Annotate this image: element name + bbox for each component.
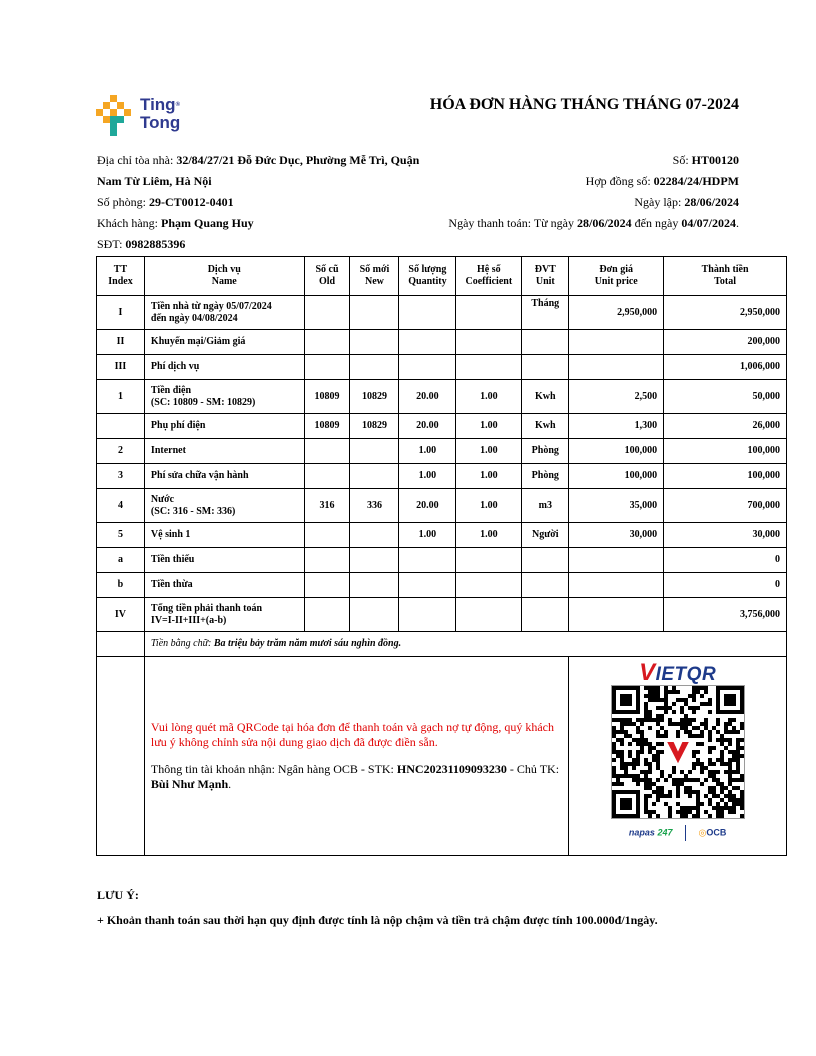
cell-total: 26,000 (664, 414, 787, 439)
brand-logo (96, 95, 196, 137)
cell-qty: 20.00 (399, 414, 456, 439)
column-header: Hệ số Coefficient (456, 257, 522, 296)
column-header: Thành tiền Total (664, 257, 787, 296)
cell-unit (522, 548, 569, 573)
qr-code-panel (569, 657, 787, 856)
cell-price: 1,300 (569, 414, 664, 439)
cell-coef (456, 355, 522, 380)
qr-code-icon (612, 686, 744, 818)
table-row (97, 523, 787, 548)
cell-price (569, 598, 664, 632)
cell-qty: 20.00 (399, 380, 456, 414)
cell-idx: II (97, 330, 145, 355)
cell-old (304, 464, 350, 489)
ocb-logo: ◎OCB (698, 827, 727, 838)
bank-account-info: Thông tin tài khoản nhận: Ngân hàng OCB - STK: HNC20231109093230 - Chủ TK: Bùi Như Mạnh. (150, 762, 560, 791)
cell-idx (97, 414, 145, 439)
invoice-table (96, 256, 787, 856)
cell-unit (522, 355, 569, 380)
table-row (97, 464, 787, 489)
table-row (97, 330, 787, 355)
cell-old (304, 548, 350, 573)
cell-unit: Kwh (522, 380, 569, 414)
cell-idx: 3 (97, 464, 145, 489)
cell-name: Phí sửa chữa vận hành (144, 464, 304, 489)
invoice-title: HÓA ĐƠN HÀNG THÁNG THÁNG 07-2024 (429, 96, 739, 113)
cell-name: Tiền thừa (144, 573, 304, 598)
cell-total: 2,950,000 (664, 296, 787, 330)
cell-new (350, 330, 399, 355)
cell-unit: Kwh (522, 414, 569, 439)
cell-unit: m3 (522, 489, 569, 523)
cell-unit: Tháng (522, 296, 569, 330)
cell-coef: 1.00 (456, 414, 522, 439)
table-header (97, 257, 787, 296)
cell-unit: Phòng (522, 464, 569, 489)
cell-idx: IV (97, 598, 145, 632)
payment-row (97, 657, 787, 856)
table-row (97, 548, 787, 573)
cell-total: 3,756,000 (664, 598, 787, 632)
cell-idx: 1 (97, 380, 145, 414)
cell-old: 10809 (304, 414, 350, 439)
column-header: Số lượng Quantity (399, 257, 456, 296)
table-row (97, 489, 787, 523)
contract-number: Hợp đồng số: 02284/24/HDPM (585, 174, 739, 188)
cell-qty (399, 598, 456, 632)
building-address: Địa chỉ tòa nhà: 32/84/27/21 Đỗ Đức Dục, Phường Mễ Trì, Quận Nam Từ Liêm, Hà Nội (97, 153, 420, 188)
cell-old (304, 439, 350, 464)
cell-name: Vệ sinh 1 (144, 523, 304, 548)
cell-price: 100,000 (569, 464, 664, 489)
customer-phone: SĐT: 0982885396 (97, 237, 186, 251)
cell-name: Nước (SC: 316 - SM: 336) (144, 489, 304, 523)
cell-old (304, 330, 350, 355)
brand-wordmark: Ting® Tong (140, 95, 181, 132)
column-header: Số cũ Old (304, 257, 350, 296)
cell-unit: Người (522, 523, 569, 548)
cell-new (350, 464, 399, 489)
cell-price: 35,000 (569, 489, 664, 523)
column-header: Số mới New (350, 257, 399, 296)
cell-name: Tổng tiền phải thanh toán IV=I-II+III+(a-b) (144, 598, 304, 632)
cell-new (350, 598, 399, 632)
cell-coef (456, 598, 522, 632)
logo-mark-icon (96, 95, 138, 137)
cell-total: 0 (664, 548, 787, 573)
cell-old (304, 523, 350, 548)
cell-name: Phụ phí điện (144, 414, 304, 439)
cell-unit (522, 598, 569, 632)
cell-price (569, 355, 664, 380)
cell-coef: 1.00 (456, 464, 522, 489)
payment-qr-code[interactable] (611, 685, 745, 819)
invoice-info (379, 150, 739, 234)
napas-logo: napas 247 (628, 827, 673, 838)
note-heading: LƯU Ý: (97, 888, 139, 902)
invoice-number: Số: HT00120 (672, 153, 739, 167)
cell-unit (522, 573, 569, 598)
cell-qty: 1.00 (399, 439, 456, 464)
cell-total: 0 (664, 573, 787, 598)
payment-period: Ngày thanh toán: Từ ngày 28/06/2024 đến ngày 04/07/2024. (448, 216, 739, 230)
cell-name: Tiền điện (SC: 10809 - SM: 10829) (144, 380, 304, 414)
cell-price: 2,950,000 (569, 296, 664, 330)
cell-total: 700,000 (664, 489, 787, 523)
cell-idx: I (97, 296, 145, 330)
column-header: TT Index (97, 257, 145, 296)
column-header: ĐVT Unit (522, 257, 569, 296)
cell-price (569, 548, 664, 573)
cell-price: 30,000 (569, 523, 664, 548)
cell-qty (399, 548, 456, 573)
cell-unit: Phòng (522, 439, 569, 464)
cell-coef: 1.00 (456, 439, 522, 464)
cell-new: 10829 (350, 380, 399, 414)
payment-partners (569, 825, 786, 841)
cell-price (569, 330, 664, 355)
table-row (97, 573, 787, 598)
table-row (97, 355, 787, 380)
room-number: Số phòng: 29-CT0012-0401 (97, 195, 234, 209)
cell-name: Tiền nhà từ ngày 05/07/2024 đến ngày 04/08/2024 (144, 296, 304, 330)
cell-old (304, 355, 350, 380)
cell-idx: 5 (97, 523, 145, 548)
cell-qty (399, 330, 456, 355)
cell-new: 336 (350, 489, 399, 523)
cell-coef: 1.00 (456, 523, 522, 548)
vietqr-logo: VIETQR (639, 659, 717, 686)
cell-new (350, 523, 399, 548)
cell-new (350, 573, 399, 598)
cell-qty: 1.00 (399, 464, 456, 489)
cell-qty: 1.00 (399, 523, 456, 548)
cell-name: Tiền thiếu (144, 548, 304, 573)
cell-qty (399, 355, 456, 380)
cell-new (350, 355, 399, 380)
cell-old (304, 598, 350, 632)
cell-unit (522, 330, 569, 355)
table-row (97, 380, 787, 414)
amount-in-words-row (97, 632, 787, 657)
qr-message: Vui lòng quét mã QRCode tại hóa đơn để thanh toán và gạch nợ tự động, quý khách lưu ý không chỉnh sửa nội dung giao dịch đã được điền sẵn. (150, 720, 554, 749)
cell-coef (456, 296, 522, 330)
cell-coef (456, 573, 522, 598)
customer-name: Khách hàng: Phạm Quang Huy (97, 216, 254, 230)
cell-qty (399, 573, 456, 598)
cell-idx: a (97, 548, 145, 573)
amount-in-words: Tiền bằng chữ: Ba triệu bảy trăm năm mươi sáu nghìn đồng. (144, 632, 786, 657)
cell-name: Khuyến mại/Giảm giá (144, 330, 304, 355)
cell-name: Internet (144, 439, 304, 464)
cell-new (350, 296, 399, 330)
column-header: Dịch vụ Name (144, 257, 304, 296)
cell-idx: b (97, 573, 145, 598)
cell-coef (456, 330, 522, 355)
cell-new: 10829 (350, 414, 399, 439)
cell-new (350, 439, 399, 464)
cell-old: 316 (304, 489, 350, 523)
cell-qty: 20.00 (399, 489, 456, 523)
cell-total: 30,000 (664, 523, 787, 548)
cell-total: 50,000 (664, 380, 787, 414)
column-header: Đơn giá Unit price (569, 257, 664, 296)
cell-coef: 1.00 (456, 380, 522, 414)
table-row (97, 598, 787, 632)
cell-idx: 2 (97, 439, 145, 464)
cell-new (350, 548, 399, 573)
note-late-payment: + Khoản thanh toán sau thời hạn quy định được tính là nộp chậm và tiền trả chậm được tính 100.000đ/1ngày. (97, 913, 658, 927)
cell-price: 100,000 (569, 439, 664, 464)
cell-total: 1,006,000 (664, 355, 787, 380)
cell-old (304, 573, 350, 598)
cell-price: 2,500 (569, 380, 664, 414)
cell-coef: 1.00 (456, 489, 522, 523)
cell-total: 200,000 (664, 330, 787, 355)
cell-total: 100,000 (664, 464, 787, 489)
cell-old (304, 296, 350, 330)
cell-old: 10809 (304, 380, 350, 414)
issue-date: Ngày lập: 28/06/2024 (634, 195, 739, 209)
payment-instructions (144, 657, 568, 856)
cell-total: 100,000 (664, 439, 787, 464)
cell-coef (456, 548, 522, 573)
table-row (97, 439, 787, 464)
table-row (97, 414, 787, 439)
cell-idx: 4 (97, 489, 145, 523)
cell-idx: III (97, 355, 145, 380)
cell-name: Phí dịch vụ (144, 355, 304, 380)
cell-price (569, 573, 664, 598)
cell-qty (399, 296, 456, 330)
table-row (97, 296, 787, 330)
